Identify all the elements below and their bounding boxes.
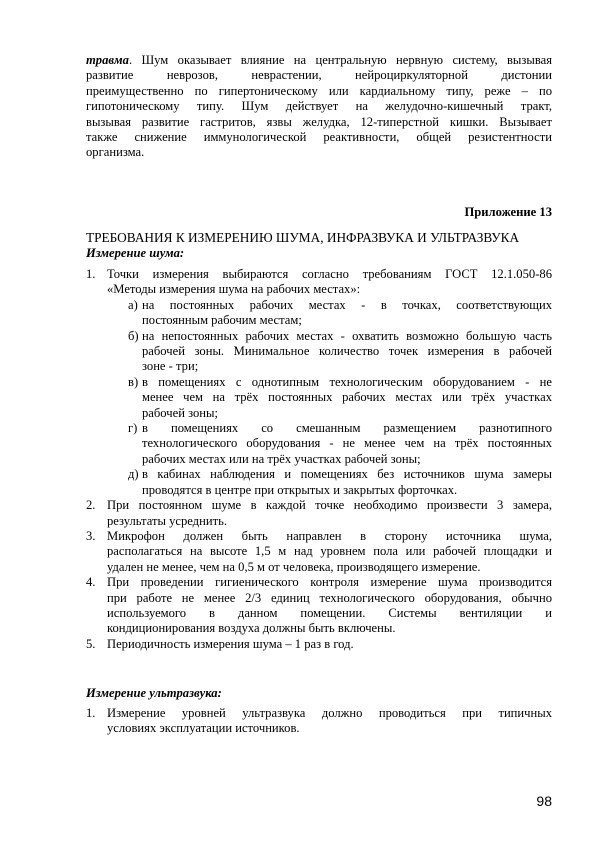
- page-number: 98: [536, 793, 552, 809]
- list-item-number: 5.: [86, 636, 96, 651]
- list-item-line: При проведении гигиенического контроля измерение шума производится: [107, 575, 552, 590]
- list-item-line: удален не менее, чем на 0,5 м от человека, производящего измерение.: [107, 559, 481, 574]
- sublist-item-line: зоне - три;: [142, 359, 199, 374]
- sublist-item-line: в помещениях со смешанным размещением разнотипного: [142, 421, 552, 436]
- list-item-line: Измерение уровней ультразвука должно проводиться при типичных: [107, 706, 552, 720]
- appendix-label: Приложение 13: [464, 205, 552, 219]
- sublist-item-line: рабочей зоны. Минимальное количество точек измерения в рабочей: [142, 344, 552, 359]
- sublist-item-letter: а): [128, 297, 138, 312]
- intro-paragraph: [86, 53, 552, 161]
- sublist-item-letter: б): [128, 328, 139, 343]
- list-item-number: 3.: [86, 528, 96, 543]
- intro-line: развитие неврозов, неврастении, нейроциркуляторной дистонии: [86, 68, 552, 83]
- list-item-number: 1.: [86, 706, 96, 720]
- measurement-points-sublist: [107, 298, 552, 498]
- intro-line: преимущественно по гипертоническому или кардиальному типу, реже – по: [86, 83, 552, 98]
- sublist-item: [107, 298, 552, 329]
- sublist-item-letter: в): [128, 374, 139, 389]
- list-item-line: кондиционирования воздуха должны быть включены.: [107, 621, 396, 636]
- list-item-line: результаты усреднить.: [107, 513, 227, 528]
- list-item-line: условиях эксплуатации источников.: [107, 721, 300, 736]
- sublist-item: [107, 421, 552, 467]
- sublist-item-line: технологического оборудования - не менее чем на трёх постоянных: [142, 436, 552, 451]
- list-item: [86, 529, 552, 575]
- list-item: [86, 575, 552, 637]
- sublist-item: [107, 329, 552, 375]
- list-item-number: 2.: [86, 498, 96, 513]
- intro-line: [86, 53, 552, 68]
- list-item: [86, 267, 552, 498]
- list-item: [86, 637, 552, 652]
- ultrasound-measurement-heading: Измерение ультразвука:: [86, 686, 222, 700]
- sublist-item-line: на непостоянных рабочих местах - охватить возможно большую часть: [142, 328, 552, 343]
- sublist-item-line: в кабинах наблюдения и помещениях без источников шума замеры: [142, 467, 552, 482]
- intro-line-text: . Шум оказывает влияние на центральную нервную систему, вызывая: [128, 53, 552, 67]
- sublist-item-line: в помещениях с однотипным технологическим оборудованием - не: [142, 374, 552, 389]
- sublist-item-line: постоянным рабочим местам;: [142, 313, 302, 328]
- sublist-item-letter: д): [128, 467, 139, 482]
- sublist-item-line: рабочих местах или на трёх участках рабочей зоны;: [142, 451, 421, 466]
- list-item-line: Микрофон должен быть направлен в сторону источника шума,: [107, 528, 552, 543]
- intro-line: организма.: [86, 145, 145, 160]
- list-item-number: 4.: [86, 575, 96, 590]
- list-item-line: используемого в данном помещении. Системы вентиляции и: [107, 605, 552, 620]
- sublist-item: [107, 467, 552, 498]
- section-title: ТРЕБОВАНИЯ К ИЗМЕРЕНИЮ ШУМА, ИНФРАЗВУКА И УЛЬТРАЗВУКА: [86, 230, 520, 245]
- list-item-number: 1.: [86, 267, 96, 281]
- list-item-line: располагаться на высоте 1,5 м над уровнем пола или рабочей площадки и: [107, 544, 552, 559]
- sublist-item: [107, 375, 552, 421]
- list-item-line: Точки измерения выбираются согласно требованиям ГОСТ 12.1.050-86: [107, 267, 552, 281]
- list-item-line: «Методы измерения шума на рабочих местах»:: [107, 282, 361, 297]
- intro-line: вызывая развитие гастритов, язвы желудка, 12-типерстной кишки. Вызывает: [86, 114, 552, 129]
- noise-requirements-list: [86, 267, 552, 652]
- list-item-line: при работе не менее 2/3 единиц технологического оборудования, обычно: [107, 590, 552, 605]
- intro-line: гипотоническому типу. Шум действует на желудочно-кишечный тракт,: [86, 99, 552, 114]
- ultrasound-requirements-list: [86, 706, 552, 737]
- sublist-item-line: на постоянных рабочих местах - в точках, соответствующих: [142, 297, 552, 312]
- list-item-line: Периодичность измерения шума – 1 раз в год.: [107, 636, 354, 651]
- noise-measurement-heading: Измерение шума:: [86, 246, 185, 260]
- sublist-item-line: рабочей зоны;: [142, 405, 218, 420]
- sublist-item-letter: г): [128, 421, 138, 436]
- sublist-item-line: менее чем на трёх постоянных рабочих местах или трёх участках: [142, 390, 552, 405]
- list-item: [86, 706, 552, 737]
- list-item: [86, 498, 552, 529]
- list-item-line: При постоянном шуме в каждой точке необходимо произвести 3 замера,: [107, 498, 552, 513]
- sublist-item-line: проводятся в центре при открытых и закрытых форточках.: [142, 482, 458, 497]
- intro-line: также снижение иммунологической реактивности, общей резистентности: [86, 130, 552, 145]
- intro-lead-word: травма: [86, 53, 129, 67]
